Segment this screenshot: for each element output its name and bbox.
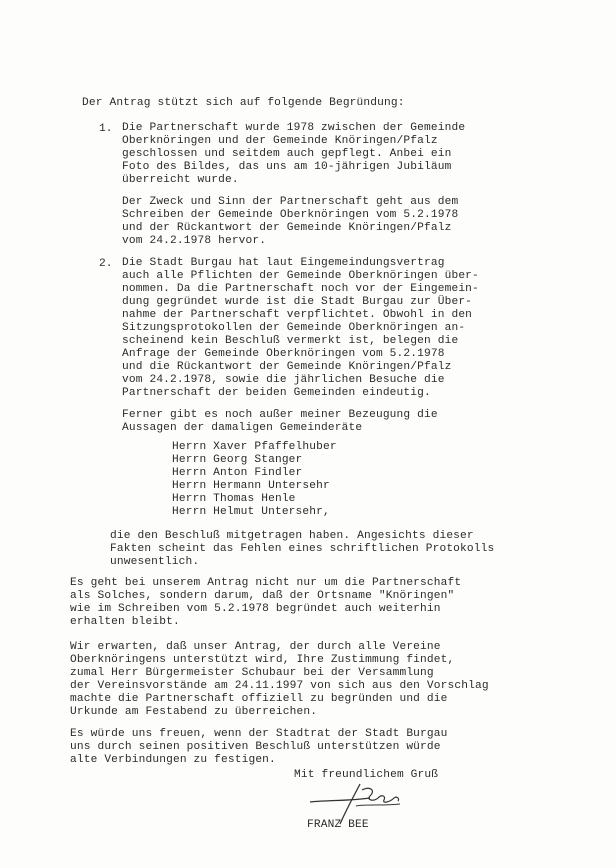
text-line: unwesentlich. — [110, 556, 200, 568]
item-1-number: 1. — [99, 123, 113, 135]
closing-greeting: Mit freundlichem Gruß — [294, 769, 439, 781]
text-line: vom 24.2.1978 hervor. — [122, 235, 267, 247]
text-line: der Vereinsvorstände am 24.11.1997 von sich aus den Vorschlag — [70, 680, 489, 692]
text-line: Wir erwarten, daß unser Antrag, der durch alle Vereine — [70, 641, 441, 653]
text-line: und der Rückantwort der Gemeinde Knöringen/Pfalz — [122, 222, 452, 234]
text-line: nahme der Partnerschaft verpflichtet. Obwohl in den — [122, 309, 473, 321]
list-item: Herrn Helmut Untersehr, — [172, 506, 330, 518]
text-line: nommen. Da die Partnerschaft noch vor der Eingemein- — [122, 283, 479, 295]
intro-line: Der Antrag stützt sich auf folgende Begründung: — [82, 97, 405, 109]
text-line: wie im Schreiben vom 5.2.1978 begründet auch weiterhin — [70, 603, 441, 615]
text-line: scheinend kein Beschluß vermerkt ist, belegen die — [122, 335, 459, 347]
text-line: alte Verbindungen zu festigen. — [70, 754, 276, 766]
text-line: machte die Partnerschaft offiziell zu begründen und die — [70, 693, 448, 705]
text-line: zumal Herr Bürgermeister Schubaur bei der Versammlung — [70, 667, 434, 679]
text-line: Oberknöringens unterstützt wird, Ihre Zustimmung findet, — [70, 654, 455, 666]
text-line: Die Partnerschaft wurde 1978 zwischen der Gemeinde — [122, 122, 466, 134]
list-item: Herrn Xaver Pfaffelhuber — [172, 441, 337, 453]
text-line: Es geht bei unserem Antrag nicht nur um die Partnerschaft — [70, 577, 462, 589]
text-line: Der Zweck und Sinn der Partnerschaft geht aus dem — [122, 196, 459, 208]
text-line: Es würde uns freuen, wenn der Stadtrat der Stadt Burgau — [70, 728, 448, 740]
list-item: Herrn Georg Stanger — [172, 454, 303, 466]
text-line: Sitzungsprotokollen der Gemeinde Oberknöringen an- — [122, 322, 466, 334]
text-line: Die Stadt Burgau hat laut Eingemeindungsvertrag — [122, 257, 445, 269]
item-2-number: 2. — [99, 258, 113, 270]
text-line: als Solches, sondern darum, daß der Ortsname "Knöringen" — [70, 590, 455, 602]
text-line: Ferner gibt es noch außer meiner Bezeugung die — [122, 409, 438, 421]
text-line: Fakten scheint das Fehlen eines schriftlichen Protokolls — [110, 543, 495, 555]
text-line: Anfrage der Gemeinde Oberknöringen vom 5.2.1978 — [122, 348, 445, 360]
text-line: überreicht wurde. — [122, 174, 239, 186]
signer-name: FRANZ BEE — [307, 819, 369, 831]
text-line: Foto des Bildes, das uns am 10-jährigen Jubiläum — [122, 161, 452, 173]
list-item: Herrn Thomas Henle — [172, 493, 296, 505]
list-item: Herrn Hermann Untersehr — [172, 480, 330, 492]
text-line: geschlossen und seitdem auch gepflegt. Anbei ein — [122, 148, 452, 160]
text-line: uns durch seinen positiven Beschluß unterstützen würde — [70, 741, 441, 753]
text-line: Oberknöringen und der Gemeinde Knöringen/Pfalz — [122, 135, 438, 147]
text-line: dung gegründet wurde ist die Stadt Burgau zur Über- — [122, 296, 473, 308]
text-line: und die Rückantwort der Gemeinde Knöringen/Pfalz — [122, 361, 452, 373]
text-line: Schreiben der Gemeinde Oberknöringen vom 5.2.1978 — [122, 209, 459, 221]
text-line: Partnerschaft der beiden Gemeinden eindeutig. — [122, 387, 431, 399]
list-item: Herrn Anton Findler — [172, 467, 303, 479]
text-line: vom 24.2.1978, sowie die jährlichen Besuche die — [122, 374, 445, 386]
text-line: die den Beschluß mitgetragen haben. Angesichts dieser — [110, 530, 474, 542]
text-line: erhalten bleibt. — [70, 616, 180, 628]
text-line: auch alle Pflichten der Gemeinde Oberknöringen über- — [122, 270, 479, 282]
text-line: Urkunde am Festabend zu überreichen. — [70, 706, 318, 718]
text-line: Aussagen der damaligen Gemeinderäte — [122, 422, 363, 434]
